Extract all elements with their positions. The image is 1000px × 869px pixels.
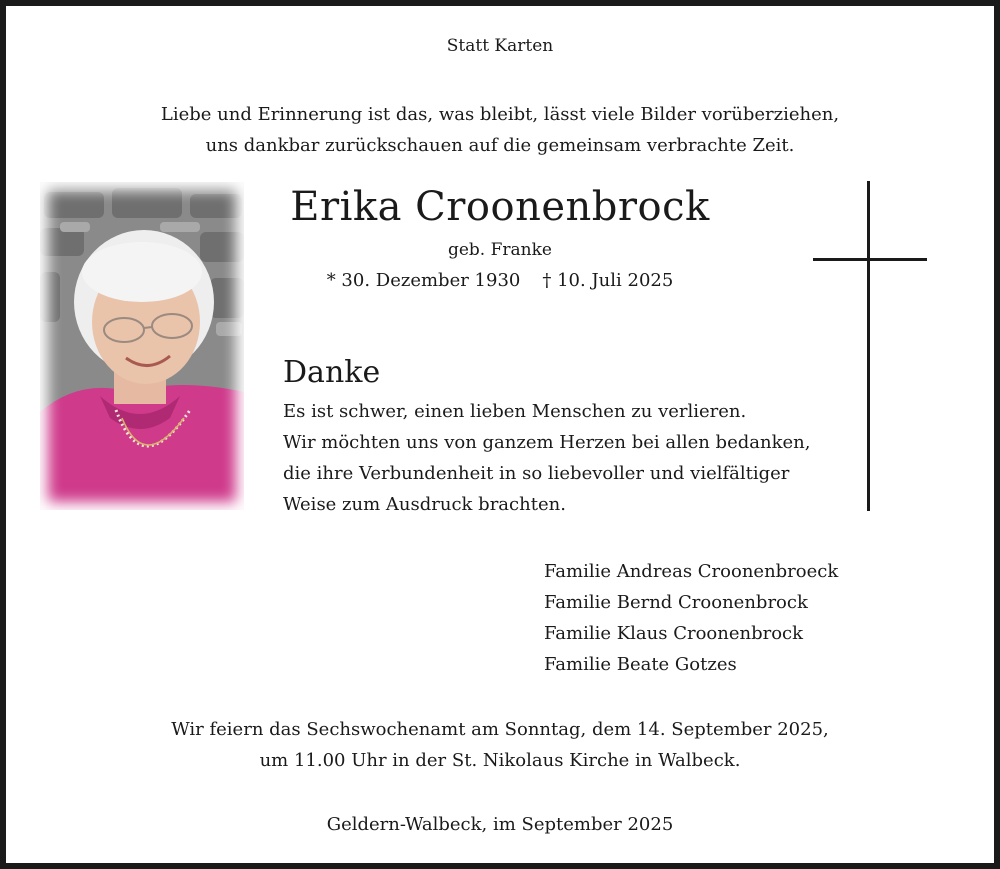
birth-date: * 30. Dezember 1930 bbox=[326, 270, 521, 291]
photo-vignette bbox=[40, 182, 244, 510]
death-date: † 10. Juli 2025 bbox=[542, 270, 674, 291]
life-dates bbox=[240, 270, 760, 291]
thanks-line: Weise zum Ausdruck brachten. bbox=[283, 494, 566, 515]
service-info bbox=[0, 714, 1000, 776]
deceased-name: Erika Croonenbrock bbox=[290, 184, 710, 230]
place-date: Geldern-Walbeck, im September 2025 bbox=[326, 814, 674, 835]
service-line-1: Wir feiern das Sechswochenamt am Sonntag, dem 14. September 2025, bbox=[171, 719, 829, 740]
family-list bbox=[544, 556, 838, 680]
verse-line-1: Liebe und Erinnerung ist das, was bleibt, lässt viele Bilder vorüberziehen, bbox=[160, 104, 840, 125]
family-item: Familie Andreas Croonenbroeck bbox=[544, 561, 839, 582]
thanks-text bbox=[283, 396, 810, 520]
thanks-line: die ihre Verbundenheit in so liebevoller und vielfältiger bbox=[283, 463, 790, 484]
cross-icon-vertical bbox=[867, 181, 870, 511]
thanks-line: Es ist schwer, einen lieben Menschen zu verlieren. bbox=[283, 401, 747, 422]
thanks-line: Wir möchten uns von ganzem Herzen bei allen bedanken, bbox=[283, 432, 811, 453]
family-item: Familie Klaus Croonenbrock bbox=[544, 623, 804, 644]
service-line-2: um 11.00 Uhr in der St. Nikolaus Kirche in Walbeck. bbox=[259, 750, 741, 771]
cross-icon-horizontal bbox=[813, 258, 927, 261]
portrait-photo bbox=[40, 182, 244, 510]
statt-karten-label: Statt Karten bbox=[446, 36, 554, 56]
family-item: Familie Beate Gotzes bbox=[544, 654, 737, 675]
family-item: Familie Bernd Croonenbrock bbox=[544, 592, 808, 613]
verse-line-2: uns dankbar zurückschauen auf die gemeinsam verbrachte Zeit. bbox=[205, 135, 795, 156]
thanks-heading: Danke bbox=[283, 355, 381, 390]
maiden-name: geb. Franke bbox=[447, 240, 552, 260]
